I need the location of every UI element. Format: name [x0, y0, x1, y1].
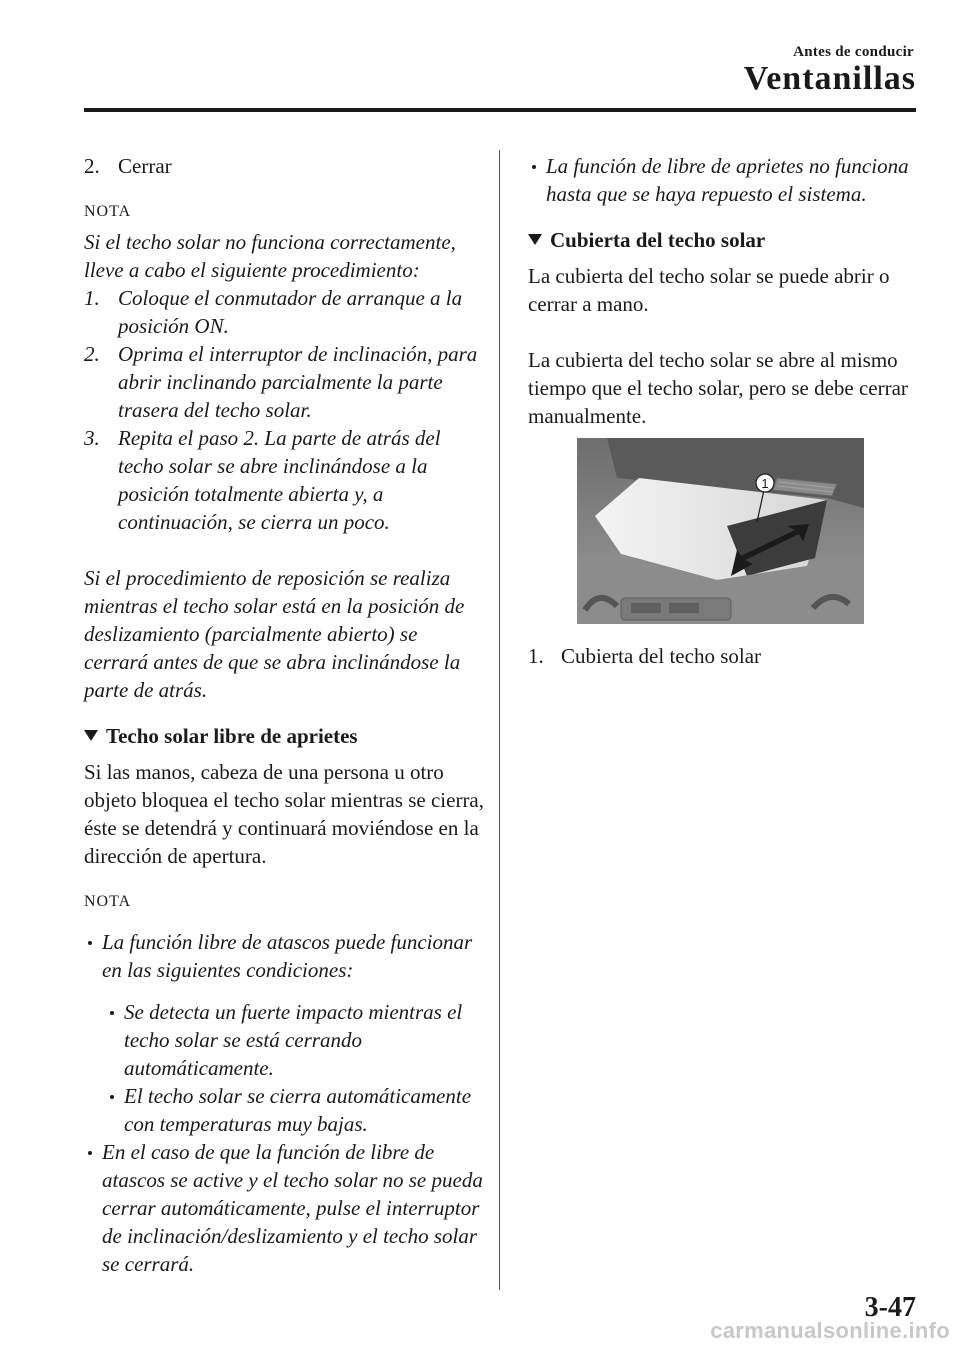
triangle-marker-icon: [84, 730, 98, 741]
note-step-text: Oprima el interruptor de inclinación, para abrir inclinando parcialmente la parte trasera del techo solar.: [118, 342, 478, 422]
note-step: [84, 284, 484, 340]
bullet-text: Se detecta un fuerte impacto mientras el techo solar se está cerrando automáticamente.: [124, 1000, 463, 1080]
bullet-icon: [88, 1151, 92, 1155]
step-text: Cerrar: [118, 154, 172, 178]
note-step: [84, 424, 484, 536]
heading-text: Cubierta del techo solar: [550, 228, 766, 252]
step-2-close: [84, 152, 484, 180]
right-column: [528, 152, 920, 670]
note-step-number: 2.: [84, 342, 100, 366]
section-heading-sunshade: [528, 226, 920, 254]
left-column: [84, 152, 484, 1278]
caption-number: 1.: [528, 644, 544, 668]
bullet-icon: [110, 1095, 114, 1099]
note-bullet: [84, 1138, 484, 1278]
figure-callout-number: 1: [761, 476, 769, 491]
body-paragraph: Si las manos, cabeza de una persona u otro objeto bloquea el techo solar mientras se cierra, éste se detendrá y continuará moviéndose en la dirección de apertura.: [84, 760, 485, 868]
caption-text: Cubierta del techo solar: [561, 644, 762, 668]
bullet-text: En el caso de que la función de libre de atascos se active y el techo solar no se pueda cerrar automáticamente, pulse el interruptor de inclinación/deslizamiento y el techo solar se cerrará.: [102, 1140, 483, 1276]
header-rule: [84, 108, 916, 112]
note-sub-bullet: [106, 998, 484, 1082]
triangle-marker-icon: [528, 234, 542, 245]
heading-text: Techo solar libre de aprietes: [106, 724, 358, 748]
bullet-text: La función de libre de aprietes no funciona hasta que se haya repuesto el sistema.: [546, 154, 909, 206]
note-step-number: 1.: [84, 286, 100, 310]
sunshade-illustration: [577, 438, 864, 624]
note-label: NOTA: [84, 203, 132, 220]
section-title: Antes de conducir: [793, 44, 914, 60]
bullet-icon: [532, 165, 536, 169]
note-label: NOTA: [84, 893, 132, 910]
body-paragraph: La cubierta del techo solar se puede abrir o cerrar a mano.: [528, 264, 890, 316]
note-sub-bullet: [106, 1082, 484, 1138]
step-number: 2.: [84, 154, 100, 178]
note-step-text: Coloque el conmutador de arranque a la posición ON.: [118, 286, 463, 338]
column-divider: [499, 150, 500, 1290]
note-step-text: Repita el paso 2. La parte de atrás del techo solar se abre inclinándose a la posición totalmente abierta y, a continuación, se cierra un poco.: [118, 426, 441, 534]
bullet-text: La función libre de atascos puede funcionar en las siguientes condiciones:: [102, 930, 473, 982]
bullet-text: El techo solar se cierra automáticamente con temperaturas muy bajas.: [124, 1084, 472, 1136]
section-heading-pinch-free: [84, 722, 484, 750]
note-paragraph: Si el procedimiento de reposición se realiza mientras el techo solar está en la posición de deslizamiento (parcialmente abierto) se cerrará antes de que se abra inclinándose la parte de atrás.: [84, 566, 465, 702]
bullet-icon: [88, 941, 92, 945]
note-bullet: [84, 928, 484, 984]
note-step: [84, 340, 484, 424]
chapter-title: Ventanillas: [743, 60, 916, 97]
figure-caption: [528, 642, 920, 670]
sunshade-photo: [577, 438, 864, 624]
note-intro: Si el techo solar no funciona correctamente, lleve a cabo el siguiente procedimiento:: [84, 230, 456, 282]
note-step-number: 3.: [84, 426, 100, 450]
page-number: 3-47: [864, 1292, 916, 1323]
bullet-icon: [110, 1011, 114, 1015]
watermark: carmanualsonline.info: [710, 1318, 950, 1343]
body-paragraph: La cubierta del techo solar se abre al mismo tiempo que el techo solar, pero se debe cerrar manualmente.: [528, 348, 908, 428]
note-bullet: [528, 152, 920, 208]
